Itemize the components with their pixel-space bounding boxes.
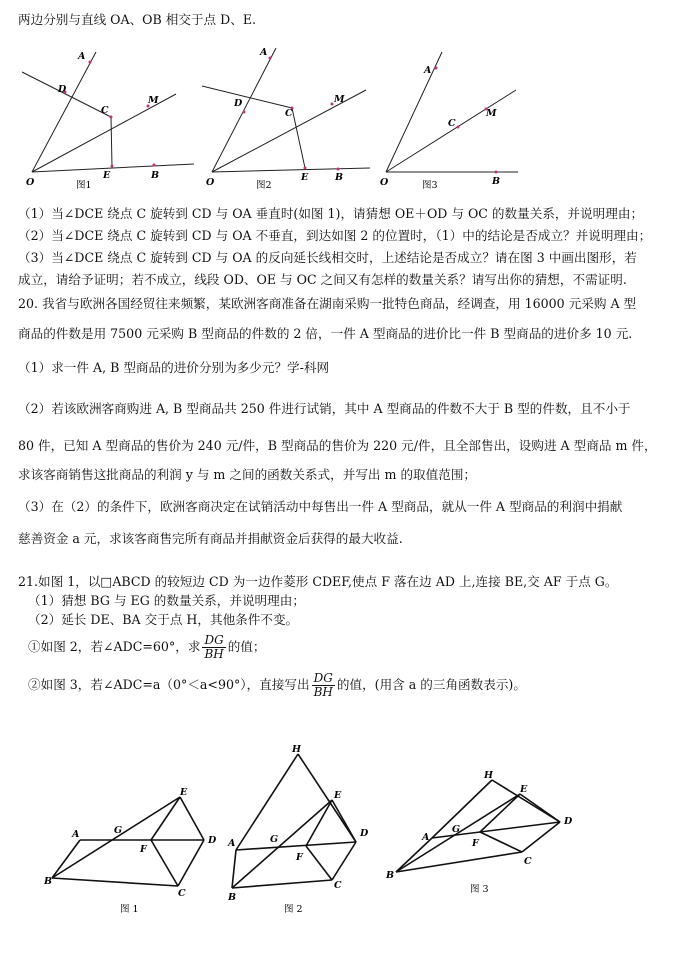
figure-caption: 图3 [422, 180, 438, 191]
fraction-dg-bh [312, 672, 335, 699]
point-label-o: O [206, 177, 215, 188]
q21-line-5 [28, 668, 526, 702]
q20-line-1: 20. 我省与欧洲各国经贸往来频繁，某欧洲客商准备在湖南采购一批特色商品，经调查，用 16000 元采购 A 型 [18, 296, 637, 311]
point-label-c: C [101, 105, 109, 116]
q19-part-3a: （3）当∠DCE 绕点 C 旋转到 CD 与 OA 的反向延长线相交时，上述结论是否成立？请在图 3 中画出图形，若 [18, 250, 637, 265]
q20-line-5: 80 件，已知 A 型商品的售价为 240 元/件，B 型商品的售价为 220 元/件，且全部售出，设购进 A 型商品 m 件， [18, 438, 657, 453]
point-label-o: O [26, 177, 35, 188]
point-label-e: E [103, 170, 111, 181]
point-label-c: C [524, 856, 532, 867]
point-label-c: C [334, 880, 342, 891]
point-label-h: H [484, 770, 493, 781]
q20-line-8: 慈善资金 a 元，求该客商售完所有商品并捐献资金后获得的最大收益. [18, 531, 403, 546]
figure-caption: 图 1 [120, 904, 139, 915]
point-label-a: A [78, 51, 86, 62]
point-label-f: F [472, 838, 479, 849]
point-label-d: D [58, 84, 67, 95]
point-label-a: A [72, 829, 80, 840]
point-label-o: O [380, 177, 389, 188]
q21-line-4 [28, 630, 266, 664]
q21-figure-2 [226, 742, 376, 922]
point-label-a: A [424, 65, 432, 76]
point-label-e: E [180, 787, 188, 798]
point-label-b: B [492, 176, 501, 187]
point-label-f: F [296, 852, 303, 863]
point-label-b: B [335, 172, 344, 183]
q21-line-3: （2）延长 DE、BA 交于点 H，其他条件不变。 [28, 612, 299, 627]
point-label-m: M [486, 108, 497, 119]
q21-line-4-post: 的值； [227, 639, 266, 654]
point-label-d: D [208, 835, 217, 846]
fraction-numerator: DG [202, 634, 225, 648]
point-label-c: C [178, 888, 186, 899]
q19-part-2: （2）当∠DCE 绕点 C 旋转到 CD 与 OA 不垂直，到达如图 2 的位置时，（1）中的结论是否成立？并说明理由； [18, 228, 652, 243]
point-label-e: E [520, 784, 528, 795]
q20-line-6: 求该客商销售这批商品的利润 y 与 m 之间的函数关系式，并写出 m 的取值范围； [18, 467, 477, 482]
point-label-d: D [564, 816, 573, 827]
point-label-m: M [148, 95, 159, 106]
point-label-d: D [234, 98, 243, 109]
point-label-g: G [114, 825, 123, 836]
point-label-b: B [386, 870, 395, 881]
figure-caption: 图 2 [284, 904, 303, 915]
q21-line-5-pre: ②如图 3，若∠ADC=a（0°＜a<90°），直接写出 [28, 677, 310, 692]
point-label-g: G [270, 834, 279, 845]
q20-line-4: （2）若该欧洲客商购进 A, B 型商品共 250 件进行试销，其中 A 型商品的件数不大于 B 型的件数，且不小于 [18, 401, 631, 416]
q20-line-7: （3）在（2）的条件下，欧洲客商决定在试销活动中每售出一件 A 型商品，就从一件 A 型商品的利润中捐献 [18, 499, 623, 514]
figure-caption: 图1 [76, 180, 92, 191]
point-label-b: B [151, 170, 160, 181]
point-label-b: B [228, 892, 237, 903]
fraction-numerator: DG [312, 672, 335, 686]
q21-line-5-post: 的值，(用含 a 的三角函数表示)。 [336, 677, 526, 692]
fraction-denominator: BH [313, 685, 333, 699]
point-label-e: E [334, 790, 342, 801]
point-label-e: E [301, 172, 309, 183]
point-label-m: M [334, 94, 345, 105]
figure-caption: 图2 [256, 180, 272, 191]
fraction-denominator: BH [204, 647, 224, 661]
q21-line-4-pre: ①如图 2，若∠ADC=60°，求 [28, 639, 201, 654]
point-label-b: B [44, 876, 53, 887]
fraction-dg-bh [202, 634, 225, 661]
point-label-h: H [292, 744, 301, 755]
q19-part-3b: 成立，请给予证明；若不成立，线段 OD、OE 与 OC 之间又有怎样的数量关系？请写出你的猜想，不需证明. [18, 272, 627, 287]
q19-figure-2 [198, 38, 373, 193]
point-label-g: G [452, 824, 461, 835]
q21-figure-3 [382, 766, 582, 901]
intro-line: 两边分别与直线 OA、OB 相交于点 D、E. [18, 12, 257, 27]
q21-line-1: 21.如图 1，以□ABCD 的较短边 CD 为一边作菱形 CDEF,使点 F 落在边 AD 上,连接 BE,交 AF 于点 G。 [18, 574, 618, 589]
q20-line-2: 商品的件数是用 7500 元采购 B 型商品的件数的 2 倍，一件 A 型商品的进价比一件 B 型商品的进价多 10 元. [18, 326, 633, 341]
point-label-a: A [228, 838, 236, 849]
q21-line-2: （1）猜想 BG 与 EG 的数量关系，并说明理由； [28, 593, 305, 608]
point-label-f: F [140, 844, 147, 855]
point-label-c: C [285, 108, 293, 119]
q19-figure-3 [372, 38, 522, 193]
q19-figure-1 [18, 38, 198, 193]
point-label-a: A [260, 47, 268, 58]
figure-caption: 图 3 [470, 884, 489, 895]
point-label-a: A [422, 832, 430, 843]
q20-line-3: （1）求一件 A, B 型商品的进价分别为多少元？学-科网 [18, 360, 330, 375]
q21-figure-1 [40, 780, 230, 920]
point-label-d: D [360, 828, 369, 839]
point-label-c: C [448, 118, 456, 129]
q19-part-1: （1）当∠DCE 绕点 C 旋转到 CD 与 OA 垂直时(如图 1)，请猜想 OE＋OD 与 OC 的数量关系，并说明理由； [18, 206, 644, 221]
